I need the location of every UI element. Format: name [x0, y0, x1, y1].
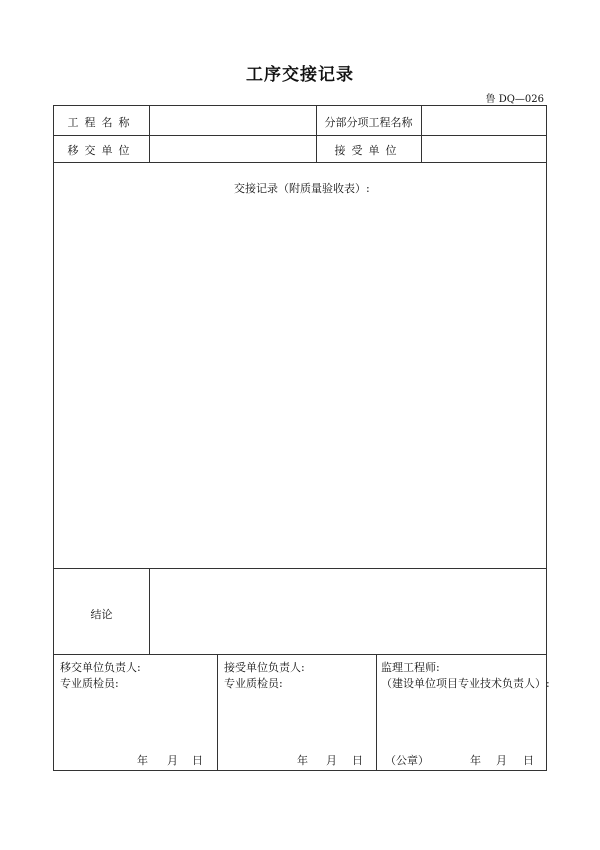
document-title: 工序交接记录 — [246, 65, 354, 85]
handover-form-table — [53, 105, 550, 771]
owner-technical-lead-label: （建设单位项目专业技术负责人）: — [381, 677, 550, 690]
conclusion-label: 结论 — [90, 608, 113, 621]
handover-unit-field[interactable] — [150, 135, 316, 162]
handover-responsible-label: 移交单位负责人: — [60, 661, 141, 674]
receiving-day: 日 — [352, 754, 363, 767]
handover-day: 日 — [192, 754, 203, 767]
receiving-unit-label: 接受单位 — [334, 144, 403, 157]
row-divider — [54, 654, 546, 655]
handover-year: 年 — [137, 754, 148, 767]
conclusion-field[interactable] — [150, 569, 546, 654]
column-divider — [376, 654, 377, 770]
project-name-field[interactable] — [150, 106, 316, 135]
record-heading: 交接记录（附质量验收表）: — [234, 182, 370, 195]
subproject-name-field[interactable] — [422, 106, 546, 135]
project-name-label: 工程名称 — [67, 116, 136, 129]
supervisor-engineer-label: 监理工程师: — [381, 661, 440, 674]
handover-month: 月 — [167, 754, 178, 767]
record-content-area[interactable] — [54, 198, 546, 566]
official-seal-label: （公章） — [385, 754, 429, 767]
handover-inspector-label: 专业质检员: — [60, 677, 119, 690]
receiving-month: 月 — [326, 754, 337, 767]
supervisor-year: 年 — [470, 754, 481, 767]
column-divider — [217, 654, 218, 770]
form-code: 鲁 DQ—026 — [485, 94, 544, 105]
receiving-year: 年 — [297, 754, 308, 767]
supervisor-day: 日 — [523, 754, 534, 767]
handover-unit-label: 移交单位 — [67, 144, 136, 157]
receiving-inspector-label: 专业质检员: — [224, 677, 283, 690]
receiving-unit-field[interactable] — [422, 135, 546, 162]
row-divider — [54, 162, 546, 163]
receiving-responsible-label: 接受单位负责人: — [224, 661, 305, 674]
supervisor-month: 月 — [496, 754, 507, 767]
subproject-name-label: 分部分项工程名称 — [324, 116, 413, 129]
